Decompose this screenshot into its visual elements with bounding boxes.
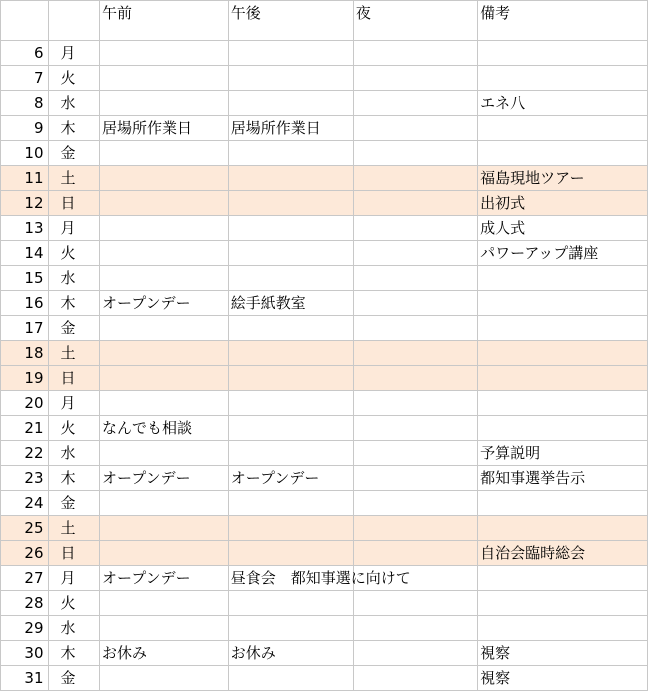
pm-cell[interactable]	[228, 391, 353, 416]
notes-cell[interactable]	[478, 616, 648, 641]
night-cell[interactable]	[353, 41, 477, 66]
notes-cell[interactable]: 予算説明	[478, 441, 648, 466]
day-cell[interactable]: 20	[1, 391, 49, 416]
night-cell[interactable]	[353, 541, 477, 566]
header-notes-cell[interactable]: 備考	[478, 1, 648, 41]
weekday-cell[interactable]: 土	[48, 516, 100, 541]
day-cell[interactable]: 26	[1, 541, 49, 566]
am-cell[interactable]	[100, 341, 229, 366]
schedule-row	[1, 366, 648, 391]
schedule-row	[1, 216, 648, 241]
schedule-row	[1, 266, 648, 291]
weekday-cell[interactable]: 月	[48, 566, 100, 591]
am-cell[interactable]	[100, 66, 229, 91]
night-cell[interactable]	[353, 591, 477, 616]
night-cell[interactable]	[353, 641, 477, 666]
day-cell[interactable]: 15	[1, 266, 49, 291]
notes-cell[interactable]	[478, 116, 648, 141]
notes-cell[interactable]	[478, 141, 648, 166]
notes-cell[interactable]	[478, 566, 648, 591]
weekday-cell[interactable]: 水	[48, 91, 100, 116]
day-cell[interactable]: 18	[1, 341, 49, 366]
weekday-cell[interactable]: 日	[48, 541, 100, 566]
weekday-cell[interactable]: 火	[48, 591, 100, 616]
pm-cell[interactable]	[228, 116, 353, 141]
day-cell[interactable]: 6	[1, 41, 49, 66]
night-cell[interactable]	[353, 466, 477, 491]
weekday-cell[interactable]: 火	[48, 66, 100, 91]
pm-cell[interactable]	[228, 466, 353, 491]
day-cell[interactable]: 24	[1, 491, 49, 516]
notes-cell[interactable]	[478, 391, 648, 416]
night-cell[interactable]	[353, 216, 477, 241]
pm-cell-text: 昼食会 都知事選に向けて	[230, 569, 411, 587]
night-cell[interactable]	[353, 491, 477, 516]
weekday-cell[interactable]: 日	[48, 366, 100, 391]
pm-cell[interactable]	[228, 666, 353, 691]
am-cell[interactable]: オープンデー	[100, 291, 229, 316]
night-cell[interactable]	[353, 391, 477, 416]
weekday-cell[interactable]: 金	[48, 316, 100, 341]
schedule-row	[1, 391, 648, 416]
am-cell[interactable]	[100, 141, 229, 166]
schedule-row	[1, 566, 648, 591]
night-cell[interactable]	[353, 441, 477, 466]
am-cell[interactable]	[100, 366, 229, 391]
header-night-cell[interactable]: 夜	[353, 1, 477, 41]
pm-cell[interactable]	[228, 41, 353, 66]
header-am-cell[interactable]: 午前	[100, 1, 229, 41]
day-cell[interactable]: 10	[1, 141, 49, 166]
pm-cell-text: お休み	[230, 644, 276, 662]
night-cell[interactable]	[353, 191, 477, 216]
weekday-cell[interactable]: 土	[48, 166, 100, 191]
schedule-row	[1, 666, 648, 691]
schedule-row	[1, 441, 648, 466]
pm-cell[interactable]	[228, 316, 353, 341]
schedule-row	[1, 241, 648, 266]
night-cell[interactable]	[353, 291, 477, 316]
schedule-row	[1, 616, 648, 641]
notes-cell[interactable]	[478, 316, 648, 341]
notes-cell[interactable]	[478, 366, 648, 391]
notes-cell[interactable]	[478, 41, 648, 66]
notes-cell[interactable]	[478, 341, 648, 366]
header-pm-cell[interactable]: 午後	[228, 1, 353, 41]
night-cell[interactable]	[353, 116, 477, 141]
notes-cell[interactable]	[478, 516, 648, 541]
schedule-row	[1, 591, 648, 616]
am-cell[interactable]	[100, 266, 229, 291]
notes-cell[interactable]	[478, 66, 648, 91]
day-cell[interactable]: 21	[1, 416, 49, 441]
notes-cell[interactable]: 福島現地ツアー	[478, 166, 648, 191]
schedule-row	[1, 166, 648, 191]
night-cell[interactable]	[353, 166, 477, 191]
night-cell[interactable]	[353, 66, 477, 91]
am-cell[interactable]	[100, 516, 229, 541]
schedule-row	[1, 466, 648, 491]
day-cell[interactable]: 31	[1, 666, 49, 691]
night-cell[interactable]	[353, 666, 477, 691]
weekday-cell[interactable]: 木	[48, 291, 100, 316]
day-cell[interactable]: 28	[1, 591, 49, 616]
pm-cell[interactable]	[228, 641, 353, 666]
notes-cell[interactable]: 成人式	[478, 216, 648, 241]
am-cell[interactable]	[100, 591, 229, 616]
schedule-row	[1, 516, 648, 541]
pm-cell[interactable]	[228, 566, 411, 591]
am-cell[interactable]	[100, 441, 229, 466]
am-cell[interactable]	[100, 41, 229, 66]
schedule-row	[1, 416, 648, 441]
pm-cell[interactable]	[228, 591, 353, 616]
weekday-cell[interactable]: 金	[48, 141, 100, 166]
night-cell[interactable]	[353, 516, 477, 541]
schedule-row	[1, 191, 648, 216]
am-cell[interactable]: なんでも相談	[100, 416, 229, 441]
schedule-row	[1, 141, 648, 166]
weekday-cell[interactable]: 土	[48, 341, 100, 366]
schedule-row	[1, 66, 648, 91]
am-cell[interactable]	[100, 191, 229, 216]
weekday-cell[interactable]: 水	[48, 266, 100, 291]
weekday-cell[interactable]: 金	[48, 666, 100, 691]
weekday-cell[interactable]: 月	[48, 216, 100, 241]
day-cell[interactable]: 11	[1, 166, 49, 191]
night-cell[interactable]	[353, 316, 477, 341]
notes-cell[interactable]: 視察	[478, 641, 648, 666]
am-cell[interactable]	[100, 241, 229, 266]
night-cell[interactable]	[353, 91, 477, 116]
day-cell[interactable]: 12	[1, 191, 49, 216]
schedule-row	[1, 291, 648, 316]
header-weekday-cell[interactable]	[48, 1, 100, 41]
notes-cell[interactable]	[478, 591, 648, 616]
day-cell[interactable]: 22	[1, 441, 49, 466]
am-cell[interactable]	[100, 491, 229, 516]
schedule-row	[1, 541, 648, 566]
pm-cell[interactable]	[228, 241, 353, 266]
schedule-row	[1, 91, 648, 116]
day-cell[interactable]: 7	[1, 66, 49, 91]
am-cell[interactable]	[100, 91, 229, 116]
pm-cell[interactable]	[228, 166, 353, 191]
weekday-cell[interactable]: 日	[48, 191, 100, 216]
am-cell[interactable]: オープンデー	[100, 566, 229, 591]
day-cell[interactable]: 17	[1, 316, 49, 341]
weekday-cell[interactable]: 金	[48, 491, 100, 516]
day-cell[interactable]: 14	[1, 241, 49, 266]
day-cell[interactable]: 16	[1, 291, 49, 316]
pm-cell[interactable]	[228, 616, 353, 641]
schedule-row	[1, 41, 648, 66]
weekday-cell[interactable]: 水	[48, 441, 100, 466]
pm-cell[interactable]	[228, 341, 353, 366]
pm-cell[interactable]	[228, 291, 353, 316]
day-cell[interactable]: 30	[1, 641, 49, 666]
notes-cell[interactable]	[478, 416, 648, 441]
pm-cell[interactable]	[228, 416, 353, 441]
day-cell[interactable]: 29	[1, 616, 49, 641]
night-cell[interactable]	[353, 416, 477, 441]
notes-cell[interactable]	[478, 491, 648, 516]
day-cell[interactable]: 13	[1, 216, 49, 241]
notes-cell[interactable]: 自治会臨時総会	[478, 541, 648, 566]
pm-cell-text: 絵手紙教室	[230, 294, 306, 312]
am-cell[interactable]: お休み	[100, 641, 229, 666]
pm-cell[interactable]	[228, 516, 353, 541]
weekday-cell[interactable]: 月	[48, 41, 100, 66]
pm-cell[interactable]	[228, 141, 353, 166]
night-cell[interactable]	[353, 341, 477, 366]
schedule-row	[1, 341, 648, 366]
day-cell[interactable]: 9	[1, 116, 49, 141]
schedule-body	[1, 1, 648, 691]
night-cell[interactable]	[353, 141, 477, 166]
pm-cell[interactable]	[228, 66, 353, 91]
am-cell[interactable]	[100, 391, 229, 416]
notes-cell[interactable]: 視察	[478, 666, 648, 691]
day-cell[interactable]: 25	[1, 516, 49, 541]
notes-cell[interactable]: パワーアップ講座	[478, 241, 648, 266]
header-row	[1, 1, 648, 41]
notes-cell[interactable]	[478, 266, 648, 291]
am-cell[interactable]	[100, 166, 229, 191]
pm-cell-text: 居場所作業日	[230, 119, 321, 137]
weekday-cell[interactable]: 月	[48, 391, 100, 416]
night-cell[interactable]	[353, 266, 477, 291]
am-cell[interactable]	[100, 666, 229, 691]
weekday-cell[interactable]: 火	[48, 241, 100, 266]
day-cell[interactable]: 8	[1, 91, 49, 116]
am-cell[interactable]	[100, 541, 229, 566]
schedule-row	[1, 116, 648, 141]
pm-cell-text: オープンデー	[230, 469, 320, 487]
weekday-cell[interactable]: 水	[48, 616, 100, 641]
am-cell[interactable]: 居場所作業日	[100, 116, 229, 141]
am-cell[interactable]	[100, 316, 229, 341]
pm-cell[interactable]	[228, 216, 353, 241]
weekday-cell[interactable]: 木	[48, 116, 100, 141]
weekday-cell[interactable]: 火	[48, 416, 100, 441]
pm-cell[interactable]	[228, 491, 353, 516]
night-cell[interactable]	[353, 366, 477, 391]
weekday-cell[interactable]: 木	[48, 466, 100, 491]
schedule-row	[1, 491, 648, 516]
pm-cell[interactable]	[228, 541, 353, 566]
day-cell[interactable]: 19	[1, 366, 49, 391]
day-cell[interactable]: 27	[1, 566, 49, 591]
weekday-cell[interactable]: 木	[48, 641, 100, 666]
night-cell[interactable]	[353, 616, 477, 641]
notes-cell[interactable]: 出初式	[478, 191, 648, 216]
schedule-row	[1, 316, 648, 341]
pm-cell[interactable]	[228, 91, 353, 116]
notes-cell[interactable]: エネ八	[478, 91, 648, 116]
am-cell[interactable]	[100, 216, 229, 241]
notes-cell[interactable]	[478, 291, 648, 316]
night-cell[interactable]	[353, 241, 477, 266]
schedule-row	[1, 641, 648, 666]
pm-cell[interactable]	[228, 191, 353, 216]
pm-cell[interactable]	[228, 366, 353, 391]
header-day-cell[interactable]	[1, 1, 49, 41]
pm-cell[interactable]	[228, 441, 353, 466]
notes-cell[interactable]: 都知事選挙告示	[478, 466, 648, 491]
pm-cell[interactable]	[228, 266, 353, 291]
am-cell[interactable]	[100, 616, 229, 641]
am-cell[interactable]: オープンデー	[100, 466, 229, 491]
day-cell[interactable]: 23	[1, 466, 49, 491]
